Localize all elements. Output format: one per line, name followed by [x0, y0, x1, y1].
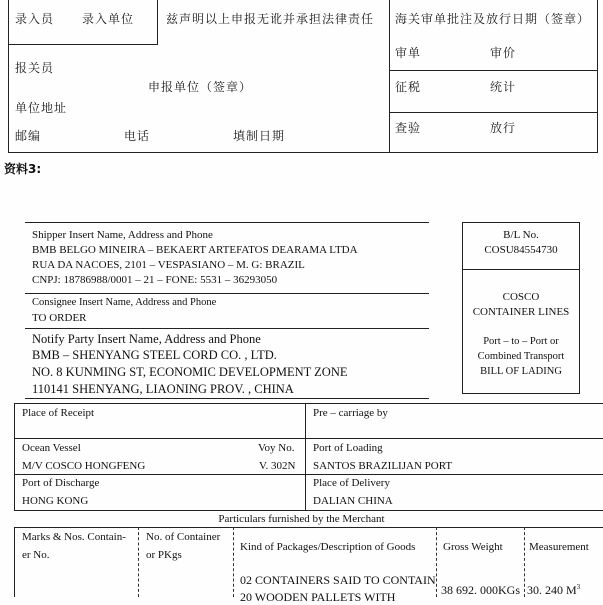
measurement-header: Measurement: [529, 541, 589, 553]
divider: [14, 438, 603, 439]
divider: [14, 403, 603, 404]
consignee-line: TO ORDER: [32, 312, 87, 324]
gross-weight-header: Gross Weight: [443, 541, 503, 553]
doc-type-title: BILL OF LADING: [480, 366, 562, 377]
place-of-delivery: DALIAN CHINA: [313, 495, 393, 507]
particulars-title: Particulars furnished by the Merchant: [218, 513, 385, 525]
customs-approval-title: 海关审单批注及放行日期（签章）: [395, 12, 591, 26]
pricing-label: 审价: [490, 46, 517, 60]
release-label: 放行: [490, 121, 517, 135]
declaring-unit-seal-label: 申报单位（签章）: [148, 80, 253, 94]
entry-clerk-label: 录入员: [15, 12, 55, 26]
ocean-vessel-label: Ocean Vessel: [22, 442, 81, 454]
notify-party-line: BMB – SHENYANG STEEL CORD CO. , LTD.: [32, 348, 277, 362]
consignee-label: Consignee Insert Name, Address and Phone: [32, 297, 217, 308]
measurement-value: [527, 583, 580, 598]
port-of-discharge: HONG KONG: [22, 495, 89, 507]
marks-header-cont: er No.: [22, 549, 50, 561]
place-of-delivery-label: Place of Delivery: [313, 477, 390, 489]
divider: [305, 403, 306, 510]
containers-header: No. of Container: [146, 531, 221, 543]
unit-address-label: 单位地址: [15, 101, 68, 115]
section-label: 资料3:: [4, 162, 42, 176]
bl-no-label: B/L No.: [503, 229, 539, 241]
shipper-line: CNPJ: 18786988/0001 – 21 – FONE: 5531 – 36293050: [32, 274, 278, 286]
tax-label: 征税: [395, 80, 422, 94]
divider: [8, 44, 158, 45]
divider: [25, 328, 429, 329]
goods-description: 02 CONTAINERS SAID TO CONTAIN: [240, 573, 436, 587]
divider: [463, 269, 579, 270]
shipper-label: Shipper Insert Name, Address and Phone: [32, 229, 213, 241]
divider: [14, 403, 15, 510]
divider: [157, 0, 158, 44]
measurement-number: 30. 240 M: [527, 583, 577, 597]
fill-date-label: 填制日期: [233, 129, 286, 143]
column-divider: [524, 527, 525, 597]
statistics-label: 统计: [490, 80, 517, 94]
divider: [14, 510, 603, 511]
containers-header-cont: or PKgs: [146, 549, 182, 561]
goods-description-cont: 20 WOODEN PALLETS WITH: [240, 590, 396, 604]
column-divider: [233, 527, 234, 597]
inspection-label: 查验: [395, 121, 422, 135]
divider: [25, 222, 429, 223]
declarant-label: 报关员: [15, 61, 55, 75]
divider: [389, 112, 598, 113]
shipper-line: BMB BELGO MINEIRA – BEKAERT ARTEFATOS DEARAMA LTDA: [32, 244, 358, 256]
port-of-loading: SANTOS BRAZILIJAN PORT: [313, 460, 453, 472]
declaration-statement: 兹声明以上申报无讹并承担法律责任: [166, 12, 375, 26]
pre-carriage-label: Pre – carriage by: [313, 407, 388, 419]
kind-header: Kind of Packages/Description of Goods: [240, 541, 416, 553]
carrier-lines: CONTAINER LINES: [472, 306, 570, 318]
port-of-loading-label: Port of Loading: [313, 442, 383, 454]
divider: [389, 70, 598, 71]
divider: [25, 398, 429, 399]
notify-party-line: 110141 SHENYANG, LIAONING PROV. , CHINA: [32, 382, 294, 396]
notify-party-line: NO. 8 KUNMING ST, ECONOMIC DEVELOPMENT ZONE: [32, 365, 348, 379]
divider: [14, 527, 603, 528]
review-label: 审单: [395, 46, 422, 60]
divider: [14, 527, 15, 597]
divider: [14, 474, 603, 475]
gross-weight-value: 38 692. 000KGs: [441, 583, 521, 597]
notify-party-label: Notify Party Insert Name, Address and Phone: [32, 332, 261, 346]
phone-label: 电话: [124, 129, 151, 143]
marks-header: Marks & Nos. Contain-: [22, 531, 126, 543]
measurement-unit-exponent: 3: [576, 583, 581, 591]
divider: [25, 293, 429, 294]
bl-header-box: [462, 222, 580, 394]
column-divider: [138, 527, 139, 597]
bl-no: COSU84554730: [484, 244, 558, 256]
column-divider: [436, 527, 437, 597]
voy-no-label: Voy No.: [258, 442, 295, 454]
doc-type-line: Combined Transport: [477, 351, 565, 362]
port-of-discharge-label: Port of Discharge: [22, 477, 100, 489]
voy-no: V. 302N: [259, 460, 296, 472]
ocean-vessel: M/V COSCO HONGFENG: [22, 460, 146, 472]
divider: [389, 0, 390, 153]
shipper-line: RUA DA NACOES, 2101 – VESPASIANO – M. G: BRAZIL: [32, 259, 305, 271]
entry-unit-label: 录入单位: [82, 12, 135, 26]
postcode-label: 邮编: [15, 129, 42, 143]
place-of-receipt-label: Place of Receipt: [22, 407, 95, 419]
doc-type-line: Port – to – Port or: [483, 336, 559, 347]
carrier-name: COSCO: [502, 291, 540, 303]
